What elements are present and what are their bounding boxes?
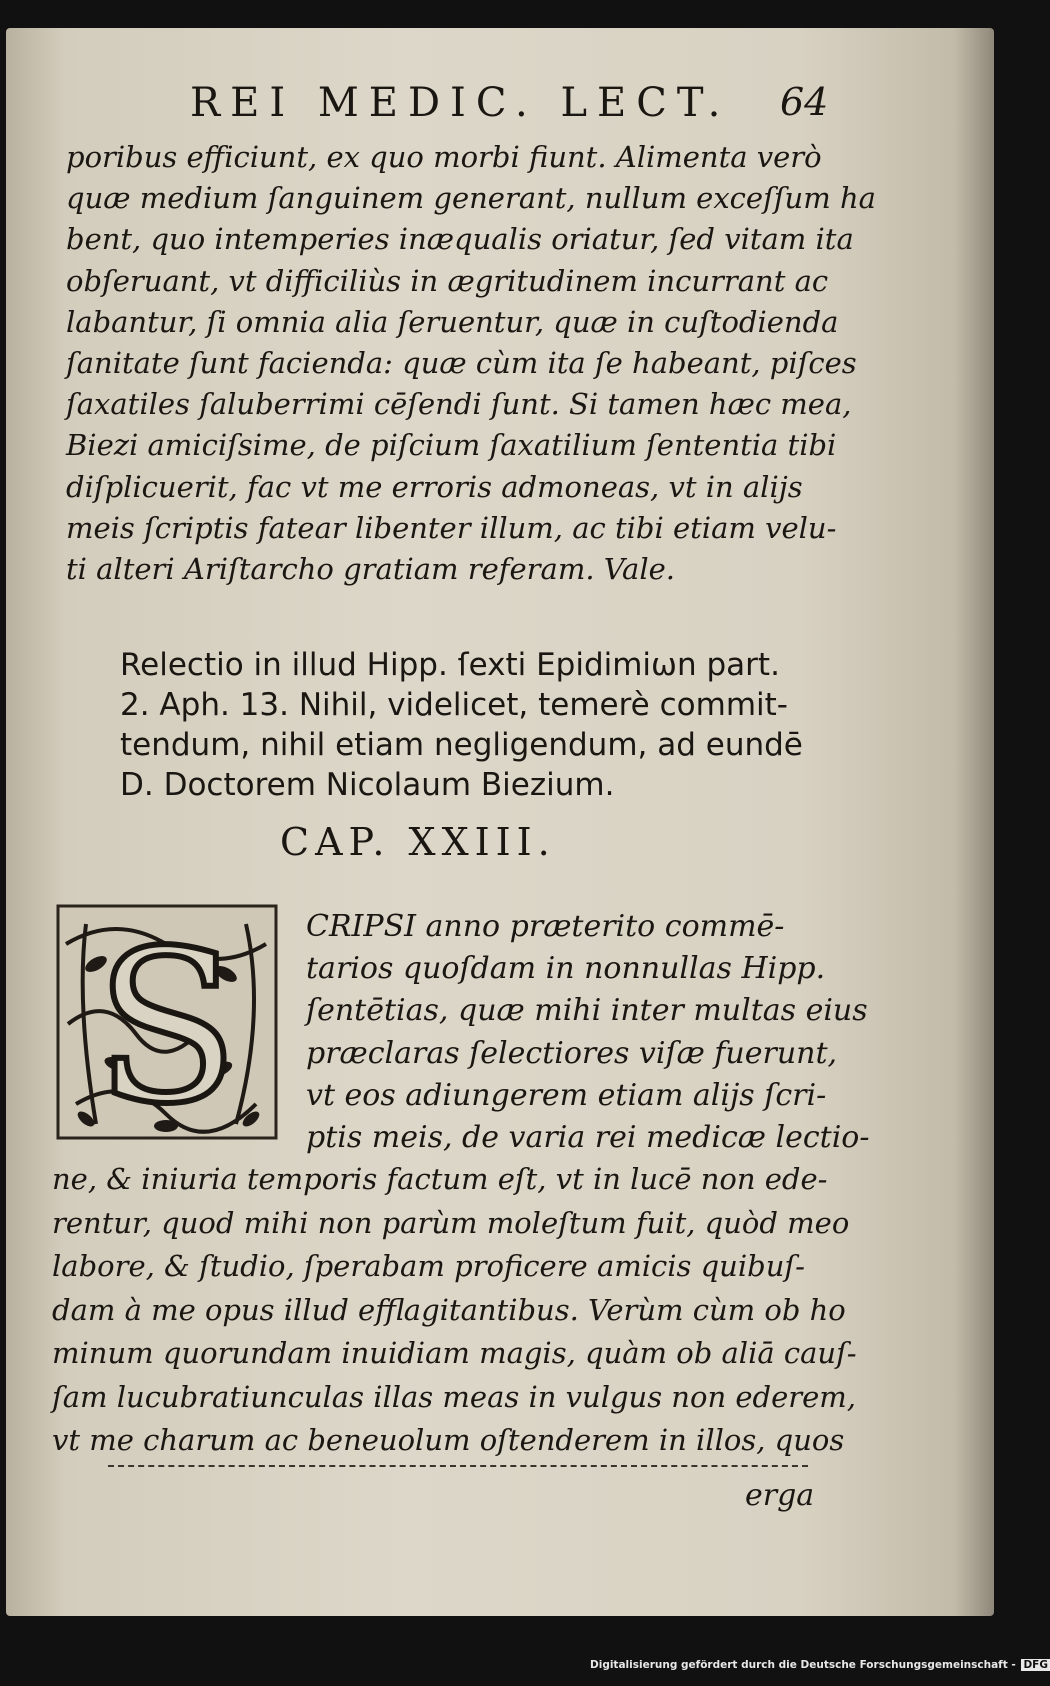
text-line: labore, & ſtudio, ſperabam proficere amicis quibuſ-	[52, 1249, 805, 1283]
text-line: meis ſcriptis fatear libenter illum, ac tibi etiam velu-	[66, 510, 837, 545]
text-line: quæ medium ſanguinem generant, nullum exceſſum ha	[66, 181, 876, 216]
paragraph-1	[66, 137, 876, 590]
text-line: Biezi amiciſsime, de piſcium ſaxatilium ſententia tibi	[66, 428, 837, 463]
underline-rule	[108, 1465, 808, 1467]
heading-line: tendum, nihil etiam negligendum, ad eundē	[120, 727, 803, 763]
text-line: obſeruant, vt difficiliùs in ægritudinem incurrant ac	[66, 263, 829, 298]
text-line: poribus efficiunt, ex quo morbi fiunt. Alimenta verò	[66, 140, 822, 174]
text-line: ſam lucubratiunculas illas meas in vulgus non ederem,	[52, 1379, 856, 1414]
text-line: CRIPSI anno præterito commē-	[306, 909, 785, 944]
text-line: præclaras ſelectiores viſæ fuerunt,	[306, 1035, 838, 1071]
text-line: ſanitate ſunt facienda: quæ cùm ita ſe habeant, piſces	[66, 346, 857, 381]
decorated-initial	[56, 904, 278, 1150]
chapter-number: CAP. XXIII.	[280, 820, 556, 864]
text-line: ptis meis, de varia rei medicæ lectio-	[306, 1120, 870, 1156]
heading-line: Relectio in illud Hipp. ſexti Epidimiωn part.	[120, 647, 780, 683]
heading-line: D. Doctorem Nicolaum Biezium.	[120, 767, 615, 803]
section-heading	[120, 645, 850, 805]
text-line: labantur, ſi omnia alia ſeruentur, quæ in cuſtodienda	[66, 304, 839, 339]
initial-letter: S	[95, 905, 239, 1150]
text-line: diſplicuerit, fac vt me erroris admoneas, vt in alijs	[66, 469, 803, 504]
text-line: ne, & iniuria temporis factum eſt, vt in lucē non ede-	[52, 1162, 828, 1196]
floral-initial-s-icon	[56, 904, 278, 1150]
page-number: 64	[780, 80, 829, 124]
paragraph-2-body	[52, 1158, 857, 1463]
text-line: tarios quoſdam in nonnullas Hipp.	[306, 951, 826, 987]
paragraph-2-opening	[306, 906, 870, 1159]
heading-line: 2. Aph. 13. Nihil, videlicet, temerè commit-	[120, 687, 788, 723]
digitization-credit	[590, 1659, 1050, 1671]
dfg-logo: DFG	[1023, 1659, 1048, 1671]
text-line: vt me charum ac beneuolum oſtenderem in illos, quos	[52, 1423, 845, 1457]
text-line: bent, quo intemperies inæqualis oriatur, ſed vitam ita	[66, 222, 854, 257]
text-line: ti alteri Ariſtarcho gratiam referam. Vale.	[66, 552, 675, 587]
text-line: dam à me opus illud efflagitantibus. Verùm cùm ob ho	[52, 1292, 846, 1327]
credit-text: Digitalisierung gefördert durch die Deutsche Forschungsgemeinschaft -	[590, 1659, 1016, 1671]
text-line: rentur, quod mihi non parùm moleſtum fuit, quòd meo	[52, 1205, 850, 1240]
text-line: ſaxatiles ſaluberrimi cēſendi ſunt. Si tamen hæc mea,	[66, 387, 852, 422]
catchword: erga	[745, 1478, 815, 1513]
text-line: vt eos adiungerem etiam alijs ſcri-	[306, 1077, 827, 1113]
text-line: ſentētias, quæ mihi inter multas eius	[306, 993, 868, 1029]
running-title: REI MEDIC. LECT.	[190, 80, 731, 126]
text-line: minum quorundam inuidiam magis, quàm ob aliā cauſ-	[52, 1336, 857, 1370]
